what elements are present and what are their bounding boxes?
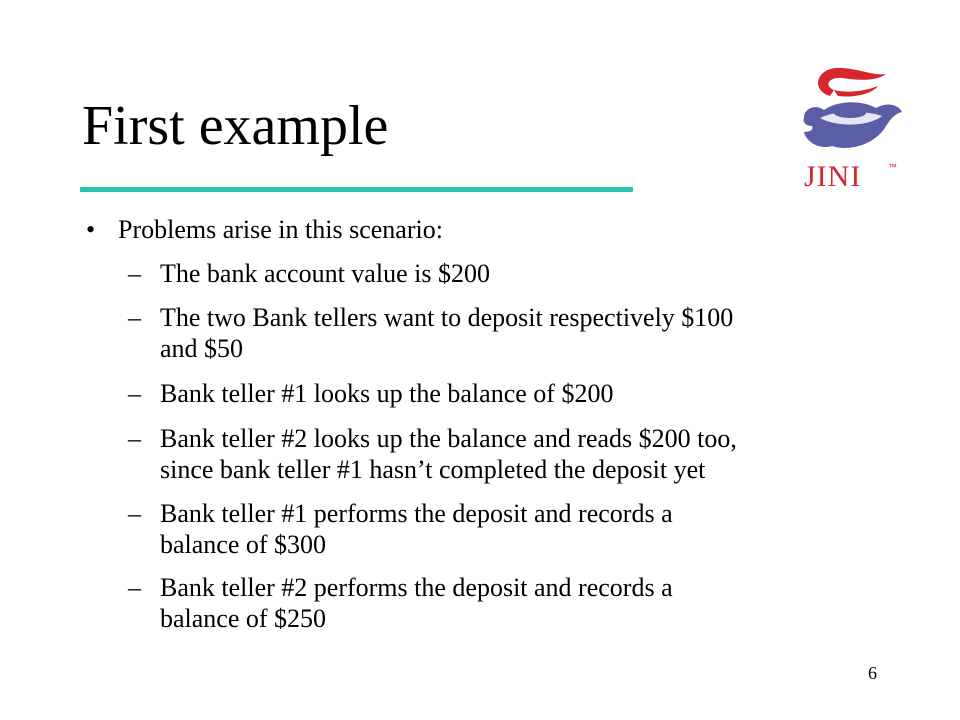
sub-item-text: The two Bank tellers want to deposit respectively $100 and $50 [160,303,734,363]
slide-title: First example [82,95,389,157]
bullet-text: Problems arise in this scenario: [118,215,443,244]
jini-logo-text: JINI [804,160,862,190]
sub-item-dash: – [128,424,141,453]
sub-item-text: Bank teller #1 looks up the balance of $200 [160,379,614,408]
sub-item-text: Bank teller #2 looks up the balance and reads $200 too, since bank teller #1 hasn’t completed the deposit yet [160,424,737,484]
sub-item-text: Bank teller #2 performs the deposit and records a balance of $250 [160,573,673,633]
sub-item-text: The bank account value is $200 [160,259,490,288]
sub-item-dash: – [128,303,141,332]
sub-item-dash: – [128,499,141,528]
bullet-marker: • [86,215,96,244]
page-number: 6 [868,663,877,683]
sub-item-dash: – [128,259,141,288]
sub-item-dash: – [128,379,141,408]
jini-trademark: ™ [888,162,897,172]
sub-item-dash: – [128,573,141,602]
sub-item-text: Bank teller #1 performs the deposit and records a balance of $300 [160,499,673,559]
